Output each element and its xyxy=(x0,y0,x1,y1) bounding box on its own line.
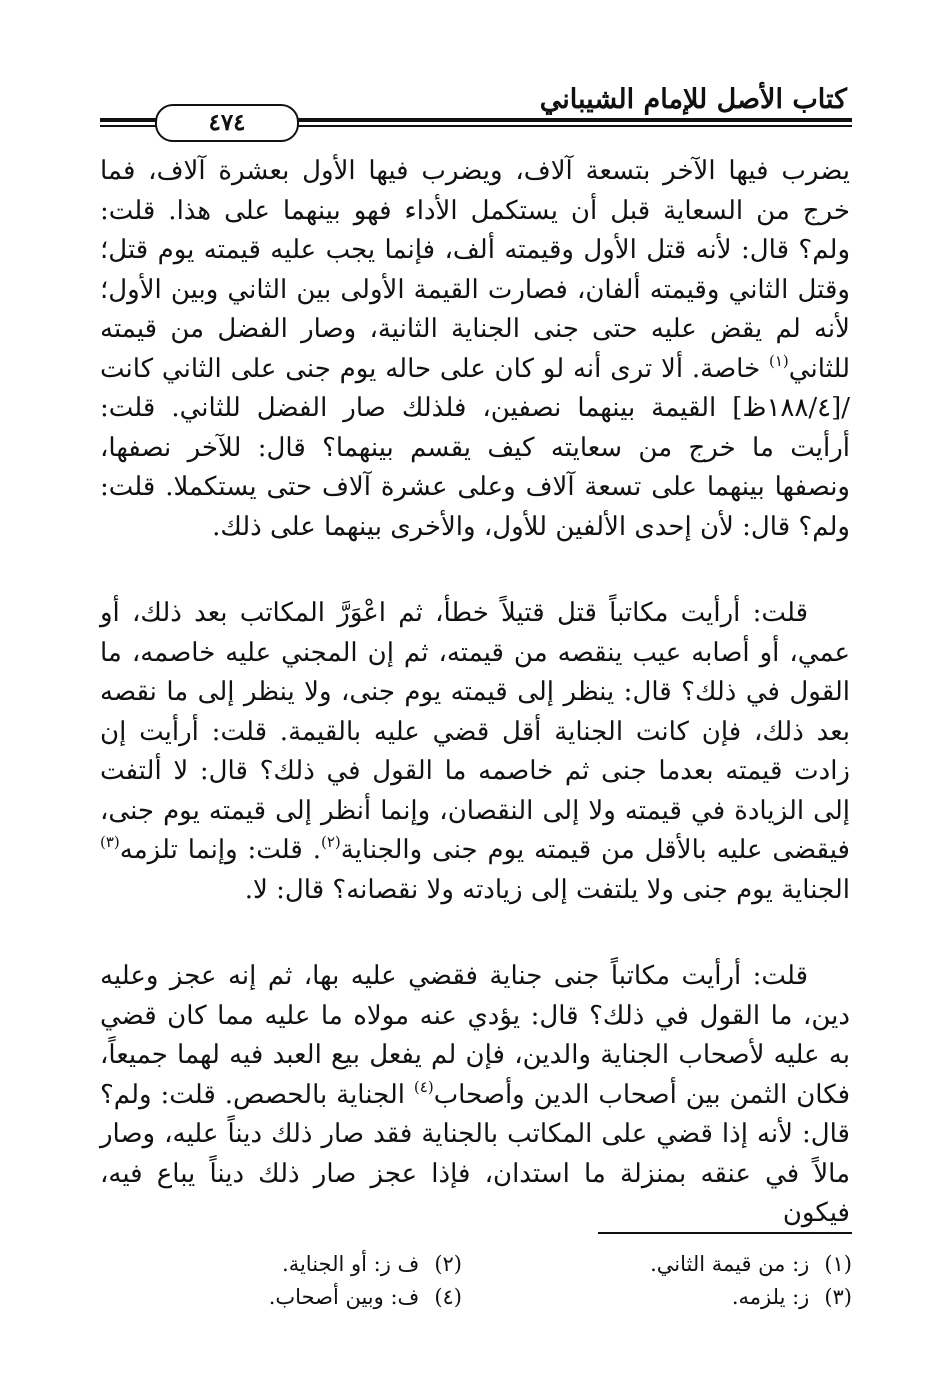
paragraph-text: قلت: أرأيت مكاتباً قتل قتيلاً خطأ، ثم اعْوَرَّ المكاتب بعد ذلك، أو عمي، أو أصابه عيب ينقصه من قيمته، ثم إن المجني عليه خاصمه، ما القول في ذلك؟ قال: ينظر إلى قيمته يوم جنى، ولا ينظر إلى ما نقصه بعد ذلك، فإن كانت الجناية أقل قضي عليه بالقيمة. قلت: أرأيت إن زادت قيمته بعدما جنى ثم خاصمه ما القول في ذلك؟ قال: لا ألتفت إلى الزيادة في قيمته ولا إلى النقصان، وإنما أنظر إلى قيمته يوم جنى، فيقضى عليه بالأقل من قيمته يوم جنى والجناية xyxy=(100,598,850,865)
page-number: ٤٧٤ xyxy=(155,104,299,142)
paragraph-2 xyxy=(100,594,850,910)
footnote-marker-3: (٣) xyxy=(100,833,120,851)
paragraph-text: الجناية بالحصص. قلت: ولم؟ قال: لأنه إذا قضي على المكاتب بالجناية فقد صار ذلك ديناً عليه، وصار مالاً في عنقه بمنزلة ما استدان، فإذا عجز صار ذلك ديناً يباع فيه، فيكون xyxy=(100,1079,850,1228)
paragraph-text: خاصة. ألا ترى أنه لو كان على حاله يوم جنى على الثاني كانت /[١٨٨/٤ظ] القيمة بينهما نصفين، فلذلك صار الفضل للثاني. قلت: أرأيت ما خرج من سعايته كيف يقسم بينهما؟ قال: للآخر نصفها، ونصفها بينهما على تسعة آلاف وعلى عشرة آلاف حتى يستكملا. قلت: ولم؟ قال: لأن إحدى الألفين للأول، والأخرى بينهما على ذلك. xyxy=(100,353,850,542)
footnote-4 xyxy=(269,1281,462,1314)
paragraph-text: . قلت: وإنما تلزمه xyxy=(119,835,321,865)
paragraph-1 xyxy=(100,152,850,547)
paragraph-text: قلت: أرأيت مكاتباً جنى جناية فقضي عليه بها، ثم إنه عجز وعليه دين، ما القول في ذلك؟ قال: يؤدي عنه مولاه ما عليه مما كان قضي به عليه لأصحاب الجناية والدين، فإن لم يفعل بيع العبد فيه لهما جميعاً، فكان الثمن بين أصحاب الدين وأصحاب xyxy=(100,961,851,1110)
footnotes xyxy=(240,1248,852,1328)
footnote-text: ف ز: أو الجناية. xyxy=(282,1252,420,1276)
footnote-3 xyxy=(732,1281,852,1314)
footnote-marker-4: (٤) xyxy=(413,1077,434,1096)
paragraph-3 xyxy=(100,957,850,1234)
footnote-marker-1: (١) xyxy=(769,351,789,370)
paragraph-text: يضرب فيها الآخر بتسعة آلاف، ويضرب فيها الأول بعشرة آلاف، فما خرج من السعاية قبل أن يستكمل الأداء فهو بينهما على هذا. قلت: ولم؟ قال: لأنه قتل الأول وقيمته ألف، فإنما يجب عليه قيمته يوم قتل؛ وقتل الثاني وقيمته ألفان، فصارت القيمة الأولى بين الثاني وبين الأول؛ لأنه لم يقض عليه حتى جنى الجناية الثانية، وصار الفضل من قيمته للثاني xyxy=(100,156,850,384)
footnote-separator xyxy=(598,1232,852,1234)
paragraph-text: الجناية يوم جنى ولا يلتفت إلى زيادته ولا نقصانه؟ قال: لا. xyxy=(244,874,850,905)
footnote-2 xyxy=(282,1248,462,1281)
footnote-number: (١) xyxy=(824,1252,852,1276)
footnote-number: (٣) xyxy=(824,1285,852,1309)
footnote-number: (٢) xyxy=(434,1252,462,1276)
running-title: كتاب الأصل للإمام الشيباني xyxy=(539,84,847,115)
footnote-text: ز: من قيمة الثاني. xyxy=(650,1252,810,1276)
footnote-text: ز: يلزمه. xyxy=(731,1285,810,1309)
footnote-number: (٤) xyxy=(434,1285,462,1309)
footnote-marker-2: (٢) xyxy=(320,833,341,851)
footnote-1 xyxy=(650,1248,852,1281)
footnote-text: ف: وبين أصحاب. xyxy=(268,1285,420,1309)
